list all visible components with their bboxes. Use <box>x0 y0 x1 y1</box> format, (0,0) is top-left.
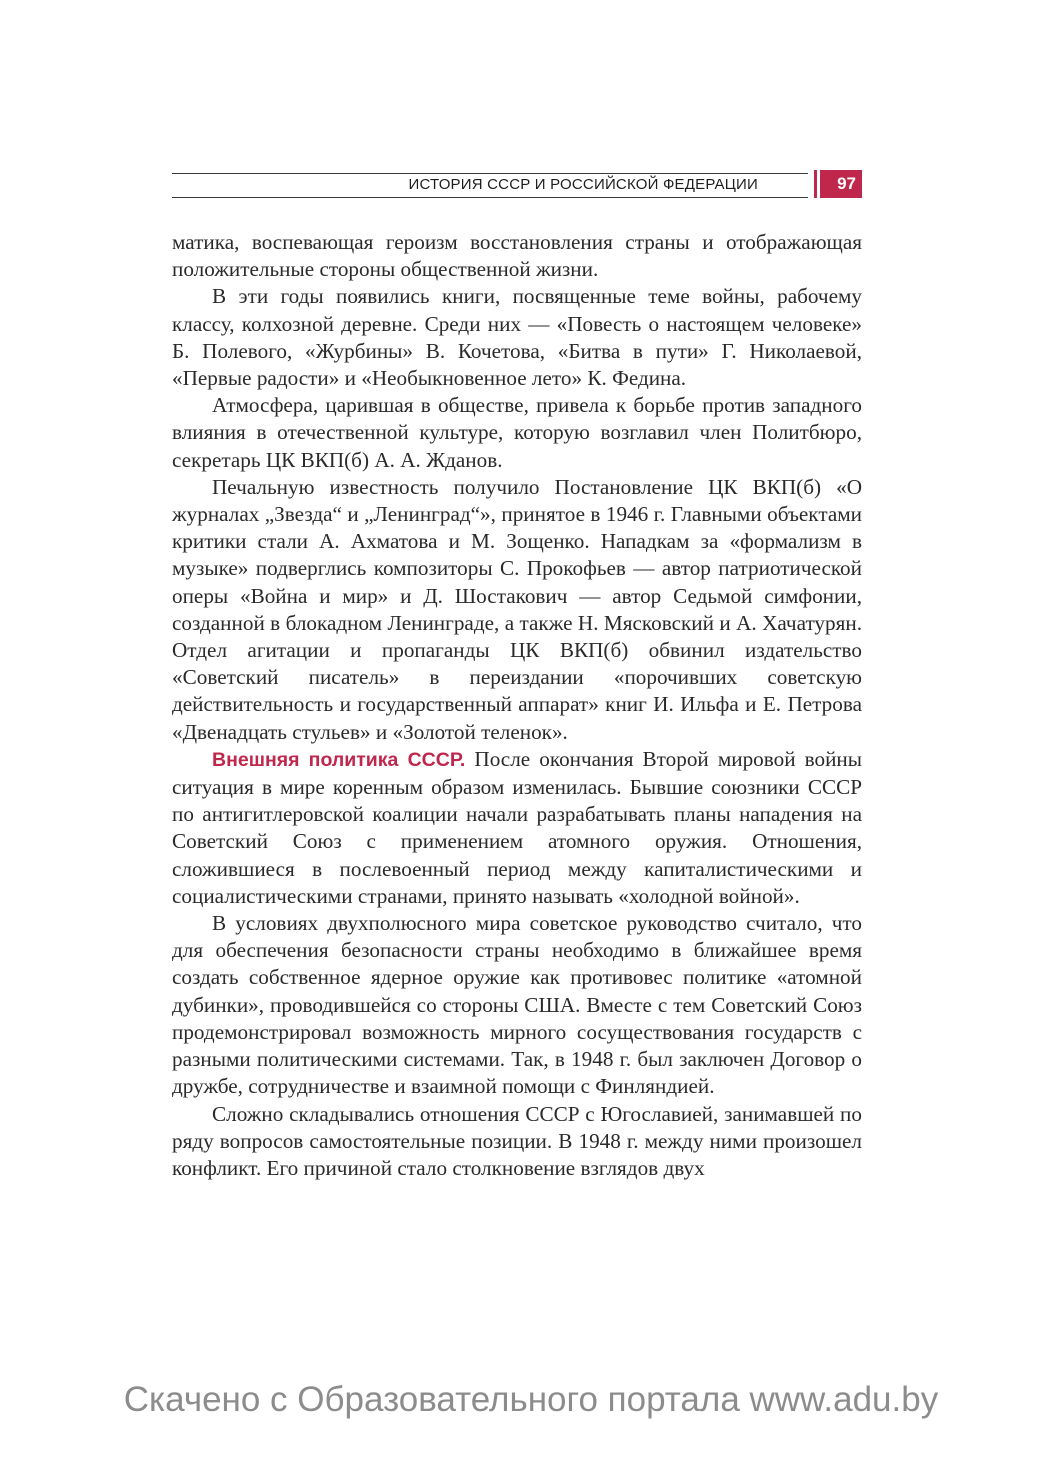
paragraph-4: Печальную известность получило Постановление ЦК ВКП(б) «О журналах „Звезда“ и „Ленинград“», принятое в 1946 г. Главными объектами критики стали А. Ахматова и М. Зощенко. Нападкам за «формализм в музыке» подверглись композиторы С. Прокофьев — автор патриотической оперы «Война и мир» и Д. Шостакович — автор Седьмой симфонии, созданной в блокадном Ленинграде, а также Н. Мясковский и А. Хачатурян. Отдел агитации и пропаганды ЦК ВКП(б) обвинил издательство «Советский писатель» в переиздании «порочивших советскую действительность и государственный аппарат» книг И. Ильфа и Е. Петрова «Двенадцать стульев» и «Золотой теленок». <box>172 474 862 744</box>
body-text <box>172 229 862 1182</box>
page-number: 97 <box>820 170 862 198</box>
section-heading: Внешняя политика СССР. <box>212 748 466 771</box>
header-rule-bottom <box>172 197 808 198</box>
watermark-footer: Скачено с Образовательного портала www.adu.by <box>123 1380 939 1419</box>
header-title: ИСТОРИЯ СССР И РОССИЙСКОЙ ФЕДЕРАЦИИ <box>408 176 758 193</box>
header-rule-top <box>172 173 808 174</box>
paragraph-7: Сложно складывались отношения СССР с Югославией, занимавшей по ряду вопросов самостоятельные позиции. В 1948 г. между ними произошел конфликт. Его причиной стало столкновение взглядов двух <box>172 1101 862 1180</box>
paragraph-5-body: После окончания Второй мировой войны ситуация в мире коренным образом изменилась. Бывшие союзники СССР по антигитлеровской коалиции начали разрабатывать планы нападения на Советский Союз с применением атомного оружия. Отношения, сложившиеся в послевоенный период между капиталистическими и социалистическими странами, принято называть «холодной войной». <box>172 746 862 908</box>
paragraph-6: В условиях двухполюсного мира советское руководство считало, что для обеспечения безопасности страны необходимо в ближайшее время создать собственное ядерное оружие как противовес политике «атомной дубинки», проводившейся со стороны США. Вместе с тем Советский Союз продемонстрировал возможность мирного сосуществования государств с разными политическими системами. Так, в 1948 г. был заключен Договор о дружбе, сотрудничестве и взаимной помощи с Финляндией. <box>172 911 862 1099</box>
paragraph-3: Атмосфера, царившая в обществе, привела к борьбе против западного влияния в отечественной культуре, которую возглавил член Политбюро, секретарь ЦК ВКП(б) А. А. Жданов. <box>172 393 862 472</box>
running-header <box>172 168 862 202</box>
paragraph-2: В эти годы появились книги, посвященные теме войны, рабочему классу, колхозной деревне. Среди них — «Повесть о настоящем человеке» Б. Полевого, «Журбины» В. Кочетова, «Битва в пути» Г. Николаевой, «Первые радости» и «Необыкновенное лето» К. Федина. <box>172 284 862 391</box>
paragraph-1: матика, воспевающая героизм восстановления страны и отображающая положительные стороны общественной жизни. <box>172 230 862 282</box>
header-accent-bar <box>814 170 817 198</box>
paragraph-5 <box>172 746 862 910</box>
